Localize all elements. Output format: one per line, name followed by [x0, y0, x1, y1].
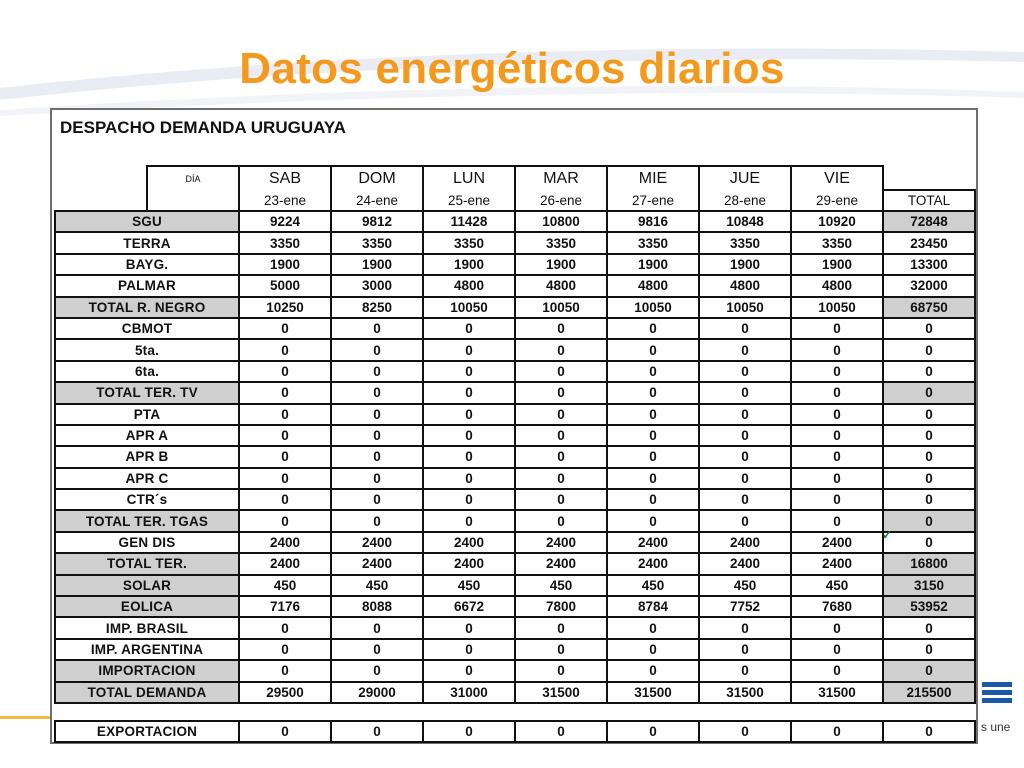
value-cell: 8250	[331, 297, 423, 318]
table-row	[55, 275, 975, 296]
row-label: CTR´s	[55, 489, 239, 510]
value-cell: 31500	[515, 682, 607, 703]
table-row	[55, 382, 975, 403]
value-cell: 0	[423, 468, 515, 489]
value-cell: 0	[331, 318, 423, 339]
value-cell: 450	[423, 575, 515, 596]
date-header: 24-ene	[331, 190, 423, 211]
value-cell: 0	[791, 382, 883, 403]
value-cell: 1900	[791, 254, 883, 275]
date-header-row	[55, 190, 975, 211]
table-row	[55, 361, 975, 382]
day-header: VIE	[791, 166, 883, 190]
value-cell: 7176	[239, 596, 331, 617]
value-cell: 10800	[515, 211, 607, 232]
date-header: 26-ene	[515, 190, 607, 211]
value-cell: 0	[607, 446, 699, 467]
row-label: SGU	[55, 211, 239, 232]
value-cell: 2400	[423, 553, 515, 574]
value-cell: 3350	[515, 232, 607, 253]
value-cell: 0	[515, 489, 607, 510]
total-cell: 0	[883, 510, 975, 531]
value-cell: 8784	[607, 596, 699, 617]
value-cell: 10848	[699, 211, 791, 232]
value-cell: 0	[607, 617, 699, 638]
row-label: EXPORTACION	[55, 721, 239, 742]
gap-row	[55, 703, 975, 721]
value-cell: 0	[331, 617, 423, 638]
total-cell: 53952	[883, 596, 975, 617]
day-header-row	[55, 166, 975, 190]
date-header: 23-ene	[239, 190, 331, 211]
value-cell: 0	[791, 489, 883, 510]
value-cell: 2400	[699, 553, 791, 574]
row-label: IMPORTACION	[55, 660, 239, 681]
value-cell: 9224	[239, 211, 331, 232]
value-cell: 2400	[423, 532, 515, 553]
total-cell: 0	[883, 532, 975, 553]
value-cell: 0	[607, 721, 699, 742]
value-cell: 0	[699, 639, 791, 660]
value-cell: 29000	[331, 682, 423, 703]
value-cell: 4800	[607, 275, 699, 296]
table-row	[55, 489, 975, 510]
value-cell: 0	[515, 639, 607, 660]
total-cell: 0	[883, 617, 975, 638]
value-cell: 9812	[331, 211, 423, 232]
date-header: 25-ene	[423, 190, 515, 211]
value-cell: 0	[515, 721, 607, 742]
total-cell: 0	[883, 339, 975, 360]
export-row	[55, 721, 975, 742]
value-cell: 0	[239, 318, 331, 339]
value-cell: 3000	[331, 275, 423, 296]
value-cell: 0	[331, 489, 423, 510]
row-label: APR B	[55, 446, 239, 467]
row-label: TOTAL DEMANDA	[55, 682, 239, 703]
row-label: TOTAL TER. TGAS	[55, 510, 239, 531]
day-header: MAR	[515, 166, 607, 190]
value-cell: 0	[607, 361, 699, 382]
total-cell: 0	[883, 361, 975, 382]
value-cell: 0	[331, 382, 423, 403]
row-label: SOLAR	[55, 575, 239, 596]
value-cell: 0	[239, 617, 331, 638]
value-cell: 0	[791, 617, 883, 638]
table-row	[55, 254, 975, 275]
total-cell: 72848	[883, 211, 975, 232]
row-label: APR C	[55, 468, 239, 489]
value-cell: 0	[607, 404, 699, 425]
value-cell: 31500	[699, 682, 791, 703]
value-cell: 10050	[607, 297, 699, 318]
value-cell: 0	[239, 721, 331, 742]
value-cell: 2400	[515, 553, 607, 574]
value-cell: 0	[699, 361, 791, 382]
panel-title: DESPACHO DEMANDA URUGUAYA	[60, 118, 346, 137]
total-cell: 23450	[883, 232, 975, 253]
value-cell: 0	[607, 660, 699, 681]
value-cell: 0	[239, 446, 331, 467]
value-cell: 0	[791, 721, 883, 742]
value-cell: 0	[423, 446, 515, 467]
value-cell: 0	[331, 639, 423, 660]
value-cell: 0	[607, 639, 699, 660]
value-cell: 6672	[423, 596, 515, 617]
value-cell: 29500	[239, 682, 331, 703]
gap-cell	[55, 703, 975, 721]
footer-line	[0, 716, 50, 719]
value-cell: 0	[331, 721, 423, 742]
value-cell: 0	[239, 404, 331, 425]
value-cell: 4800	[515, 275, 607, 296]
value-cell: 0	[423, 510, 515, 531]
value-cell: 3350	[607, 232, 699, 253]
row-label: GEN DIS	[55, 532, 239, 553]
total-cell: 0	[883, 468, 975, 489]
value-cell: 450	[791, 575, 883, 596]
value-cell: 0	[239, 339, 331, 360]
value-cell: 3350	[331, 232, 423, 253]
row-label: TOTAL TER. TV	[55, 382, 239, 403]
table-row	[55, 446, 975, 467]
value-cell: 0	[699, 382, 791, 403]
value-cell: 2400	[699, 532, 791, 553]
table-row	[55, 532, 975, 553]
value-cell: 1900	[699, 254, 791, 275]
value-cell: 4800	[791, 275, 883, 296]
value-cell: 2400	[331, 553, 423, 574]
value-cell: 0	[515, 425, 607, 446]
row-label: TERRA	[55, 232, 239, 253]
spacer-cell	[55, 166, 147, 190]
value-cell: 0	[791, 404, 883, 425]
table-row	[55, 232, 975, 253]
table-row	[55, 510, 975, 531]
table-row	[55, 617, 975, 638]
value-cell: 450	[239, 575, 331, 596]
value-cell: 450	[607, 575, 699, 596]
date-header: 27-ene	[607, 190, 699, 211]
empty-cell	[147, 190, 239, 211]
value-cell: 4800	[699, 275, 791, 296]
table-row	[55, 682, 975, 703]
row-label: CBMOT	[55, 318, 239, 339]
value-cell: 0	[791, 468, 883, 489]
value-cell: 0	[607, 489, 699, 510]
value-cell: 0	[791, 660, 883, 681]
total-cell: 16800	[883, 553, 975, 574]
value-cell: 0	[239, 489, 331, 510]
total-cell: 215500	[883, 682, 975, 703]
total-cell: 13300	[883, 254, 975, 275]
value-cell: 1900	[331, 254, 423, 275]
value-cell: 0	[791, 361, 883, 382]
value-cell: 0	[239, 382, 331, 403]
total-cell: 0	[883, 660, 975, 681]
value-cell: 0	[607, 382, 699, 403]
day-header: SAB	[239, 166, 331, 190]
row-label: PALMAR	[55, 275, 239, 296]
value-cell: 0	[699, 617, 791, 638]
dispatch-table-panel	[50, 108, 978, 744]
table-row	[55, 575, 975, 596]
value-cell: 2400	[791, 553, 883, 574]
value-cell: 1900	[515, 254, 607, 275]
value-cell: 0	[607, 339, 699, 360]
value-cell: 0	[331, 660, 423, 681]
value-cell: 3350	[699, 232, 791, 253]
total-cell: 68750	[883, 297, 975, 318]
value-cell: 0	[423, 361, 515, 382]
day-header: DOM	[331, 166, 423, 190]
value-cell: 0	[515, 510, 607, 531]
table-row	[55, 297, 975, 318]
total-cell: 0	[883, 382, 975, 403]
value-cell: 31500	[607, 682, 699, 703]
value-cell: 0	[699, 404, 791, 425]
value-cell: 0	[239, 639, 331, 660]
row-label: IMP. BRASIL	[55, 617, 239, 638]
value-cell: 0	[699, 468, 791, 489]
value-cell: 10920	[791, 211, 883, 232]
spacer-cell	[55, 190, 147, 211]
spacer-cell	[883, 166, 975, 190]
day-header: LUN	[423, 166, 515, 190]
row-label: IMP. ARGENTINA	[55, 639, 239, 660]
value-cell: 0	[423, 639, 515, 660]
value-cell: 0	[699, 446, 791, 467]
value-cell: 8088	[331, 596, 423, 617]
row-label: EOLICA	[55, 596, 239, 617]
value-cell: 0	[791, 318, 883, 339]
value-cell: 10050	[423, 297, 515, 318]
value-cell: 0	[239, 510, 331, 531]
table-row	[55, 639, 975, 660]
day-header: JUE	[699, 166, 791, 190]
value-cell: 2400	[331, 532, 423, 553]
value-cell: 0	[423, 425, 515, 446]
value-cell: 0	[239, 468, 331, 489]
value-cell: 0	[331, 510, 423, 531]
table-row	[55, 596, 975, 617]
value-cell: 0	[699, 489, 791, 510]
value-cell: 4800	[423, 275, 515, 296]
value-cell: 1900	[239, 254, 331, 275]
value-cell: 10050	[791, 297, 883, 318]
value-cell: 2400	[239, 553, 331, 574]
total-cell: 0	[883, 639, 975, 660]
table-row	[55, 404, 975, 425]
value-cell: 1900	[423, 254, 515, 275]
total-cell: 0	[883, 446, 975, 467]
value-cell: 0	[515, 318, 607, 339]
value-cell: 450	[699, 575, 791, 596]
value-cell: 3350	[239, 232, 331, 253]
row-label: APR A	[55, 425, 239, 446]
value-cell: 0	[239, 361, 331, 382]
value-cell: 0	[423, 318, 515, 339]
logo-text: s une	[981, 720, 1011, 734]
table-row	[55, 318, 975, 339]
value-cell: 0	[699, 339, 791, 360]
row-label: 5ta.	[55, 339, 239, 360]
value-cell: 2400	[515, 532, 607, 553]
value-cell: 0	[791, 446, 883, 467]
total-cell: 3150	[883, 575, 975, 596]
total-cell: 32000	[883, 275, 975, 296]
total-cell: 0	[883, 489, 975, 510]
value-cell: 0	[423, 617, 515, 638]
value-cell: 10050	[515, 297, 607, 318]
value-cell: 7752	[699, 596, 791, 617]
value-cell: 10250	[239, 297, 331, 318]
value-cell: 0	[239, 425, 331, 446]
value-cell: 0	[699, 660, 791, 681]
value-cell: 0	[791, 339, 883, 360]
value-cell: 0	[515, 339, 607, 360]
value-cell: 450	[515, 575, 607, 596]
row-label: TOTAL TER.	[55, 553, 239, 574]
table-row	[55, 468, 975, 489]
value-cell: 3350	[791, 232, 883, 253]
value-cell: 5000	[239, 275, 331, 296]
value-cell: 0	[331, 339, 423, 360]
value-cell: 0	[515, 617, 607, 638]
value-cell: 0	[515, 660, 607, 681]
value-cell: 0	[699, 510, 791, 531]
table-row	[55, 660, 975, 681]
value-cell: 2400	[791, 532, 883, 553]
value-cell: 2400	[239, 532, 331, 553]
value-cell: 0	[515, 361, 607, 382]
total-cell: 0	[883, 425, 975, 446]
value-cell: 0	[791, 425, 883, 446]
value-cell: 0	[423, 721, 515, 742]
dispatch-table	[54, 165, 976, 743]
dia-label: DÍA	[147, 166, 239, 190]
value-cell: 0	[607, 318, 699, 339]
value-cell: 0	[423, 660, 515, 681]
value-cell: 7680	[791, 596, 883, 617]
value-cell: 10050	[699, 297, 791, 318]
value-cell: 0	[699, 425, 791, 446]
row-label: BAYG.	[55, 254, 239, 275]
check-mark-icon: ✓	[882, 528, 893, 542]
date-header: 28-ene	[699, 190, 791, 211]
value-cell: 0	[607, 468, 699, 489]
value-cell: 2400	[607, 553, 699, 574]
value-cell: 7800	[515, 596, 607, 617]
value-cell: 31500	[791, 682, 883, 703]
value-cell: 0	[423, 489, 515, 510]
total-cell: 0	[883, 318, 975, 339]
page-title: Datos energéticos diarios	[239, 44, 785, 93]
day-header: MIE	[607, 166, 699, 190]
row-label: 6ta.	[55, 361, 239, 382]
value-cell: 0	[607, 510, 699, 531]
value-cell: 0	[423, 339, 515, 360]
table-row	[55, 211, 975, 232]
value-cell: 31000	[423, 682, 515, 703]
value-cell: 0	[515, 468, 607, 489]
total-cell: 0	[883, 404, 975, 425]
total-cell: 0	[883, 721, 975, 742]
value-cell: 0	[331, 425, 423, 446]
value-cell: 0	[515, 446, 607, 467]
value-cell: 0	[423, 382, 515, 403]
value-cell: 11428	[423, 211, 515, 232]
value-cell: 0	[699, 318, 791, 339]
value-cell: 1900	[607, 254, 699, 275]
value-cell: 0	[331, 446, 423, 467]
row-label: TOTAL R. NEGRO	[55, 297, 239, 318]
table-body	[55, 166, 975, 742]
value-cell: 450	[331, 575, 423, 596]
table-row	[55, 339, 975, 360]
total-header: TOTAL	[883, 190, 975, 211]
value-cell: 2400	[607, 532, 699, 553]
value-cell: 0	[515, 382, 607, 403]
logo-icon	[982, 682, 1012, 708]
value-cell: 0	[791, 510, 883, 531]
value-cell: 0	[331, 361, 423, 382]
value-cell: 0	[607, 425, 699, 446]
value-cell: 3350	[423, 232, 515, 253]
row-label: PTA	[55, 404, 239, 425]
value-cell: 9816	[607, 211, 699, 232]
value-cell: 0	[423, 404, 515, 425]
value-cell: 0	[331, 468, 423, 489]
value-cell: 0	[239, 660, 331, 681]
value-cell: 0	[331, 404, 423, 425]
value-cell: 0	[699, 721, 791, 742]
table-row	[55, 425, 975, 446]
date-header: 29-ene	[791, 190, 883, 211]
value-cell: 0	[515, 404, 607, 425]
value-cell: 0	[791, 639, 883, 660]
table-row	[55, 553, 975, 574]
